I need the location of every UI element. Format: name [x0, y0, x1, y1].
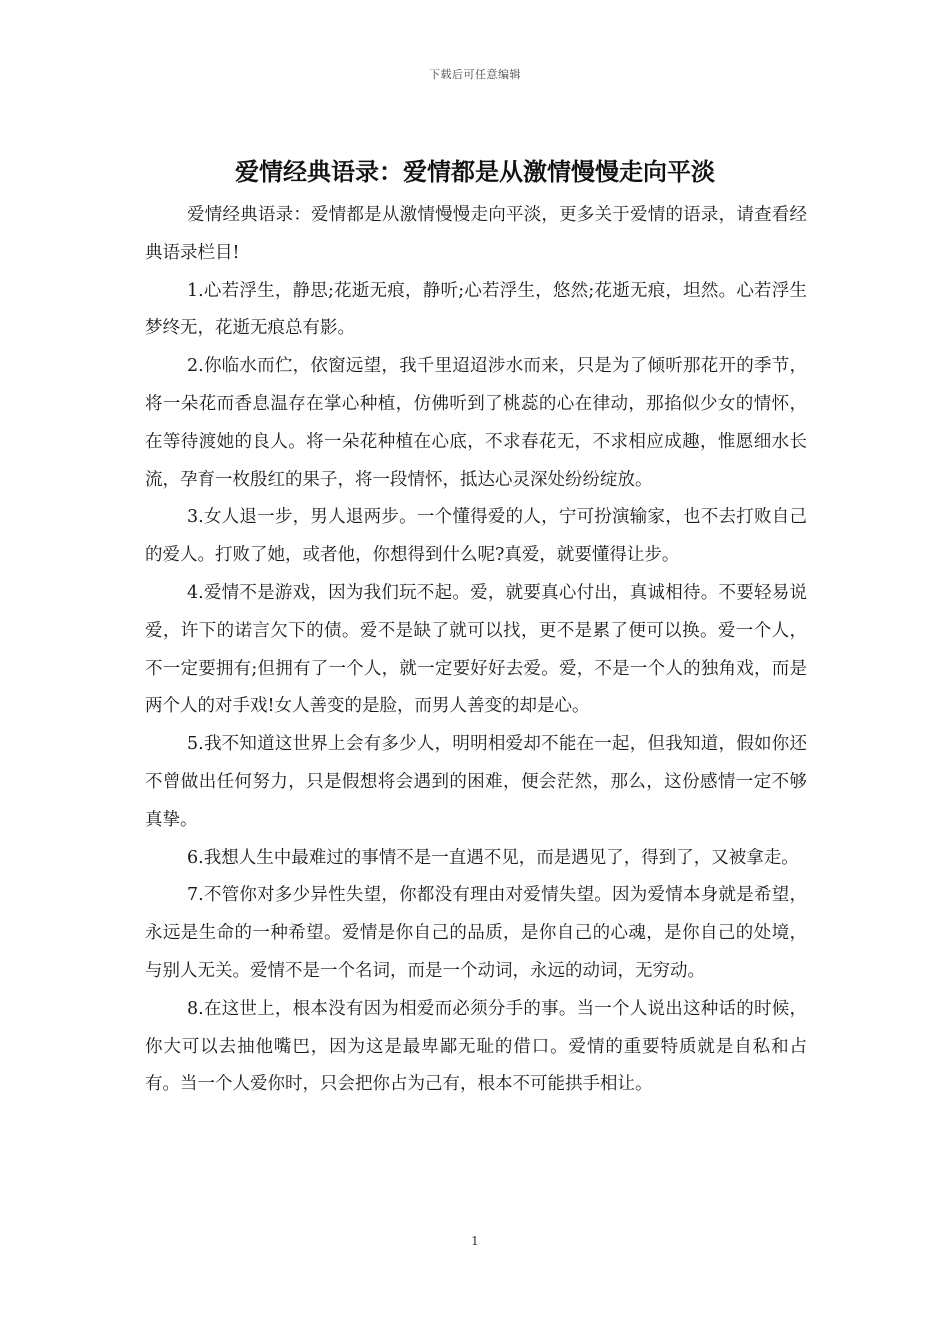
quote-paragraph-2: 2.你临水而伫，依窗远望，我千里迢迢涉水而来，只是为了倾听那花开的季节，将一朵花而香息温存在掌心种植，仿佛听到了桃蕊的心在律动，那掐似少女的情怀，在等待渡她的良人。将一朵花种植在心底，不求春花无，不求相应成趣，惟愿细水长流，孕育一枚殷红的果子，将一段情怀，抵达心灵深处纷纷绽放。 — [145, 356, 807, 490]
quote-paragraph-6: 6.我想人生中最难过的事情不是一直遇不见，而是遇见了，得到了，又被拿走。 — [187, 847, 799, 868]
page-number: 1 — [471, 1234, 479, 1248]
quote-paragraph-8: 8.在这世上，根本没有因为相爱而必须分手的事。当一个人说出这种话的时候，你大可以去抽他嘴巴，因为这是最卑鄙无耻的借口。爱情的重要特质就是自私和占有。当一个人爱你时，只会把你占为己有，根本不可能拱手相让。 — [145, 998, 807, 1095]
document-title: 爱情经典语录：爱情都是从激情慢慢走向平淡 — [235, 158, 715, 186]
quote-paragraph-3: 3.女人退一步，男人退两步。一个懂得爱的人，宁可扮演输家，也不去打败自己的爱人。打败了她，或者他，你想得到什么呢?真爱，就要懂得让步。 — [145, 507, 807, 566]
quote-paragraph-4: 4.爱情不是游戏，因为我们玩不起。爱，就要真心付出，真诚相待。不要轻易说爱，许下的诺言欠下的债。爱不是缺了就可以找，更不是累了便可以换。爱一个人，不一定要拥有;但拥有了一个人，就一定要好好去爱。爱，不是一个人的独角戏，而是两个人的对手戏!女人善变的是脸，而男人善变的却是心。 — [145, 582, 807, 717]
quote-paragraph-1: 1.心若浮生，静思;花逝无痕，静听;心若浮生，悠然;花逝无痕，坦然。心若浮生梦终无，花逝无痕总有影。 — [145, 280, 807, 339]
quote-paragraph-7: 7.不管你对多少异性失望，你都没有理由对爱情失望。因为爱情本身就是希望，永远是生命的一种希望。爱情是你自己的品质，是你自己的心魂，是你自己的处境，与别人无关。爱情不是一个名词，而是一个动词，永远的动词，无穷动。 — [145, 885, 807, 981]
page-header: 下载后可任意编辑 — [429, 68, 521, 81]
document-body — [145, 197, 807, 1104]
quote-paragraph-5: 5.我不知道这世界上会有多少人，明明相爱却不能在一起，但我知道，假如你还不曾做出任何努力，只是假想将会遇到的困难，便会茫然，那么，这份感情一定不够真挚。 — [145, 734, 807, 830]
intro-paragraph: 爱情经典语录：爱情都是从激情慢慢走向平淡，更多关于爱情的语录，请查看经典语录栏目! — [145, 205, 807, 263]
